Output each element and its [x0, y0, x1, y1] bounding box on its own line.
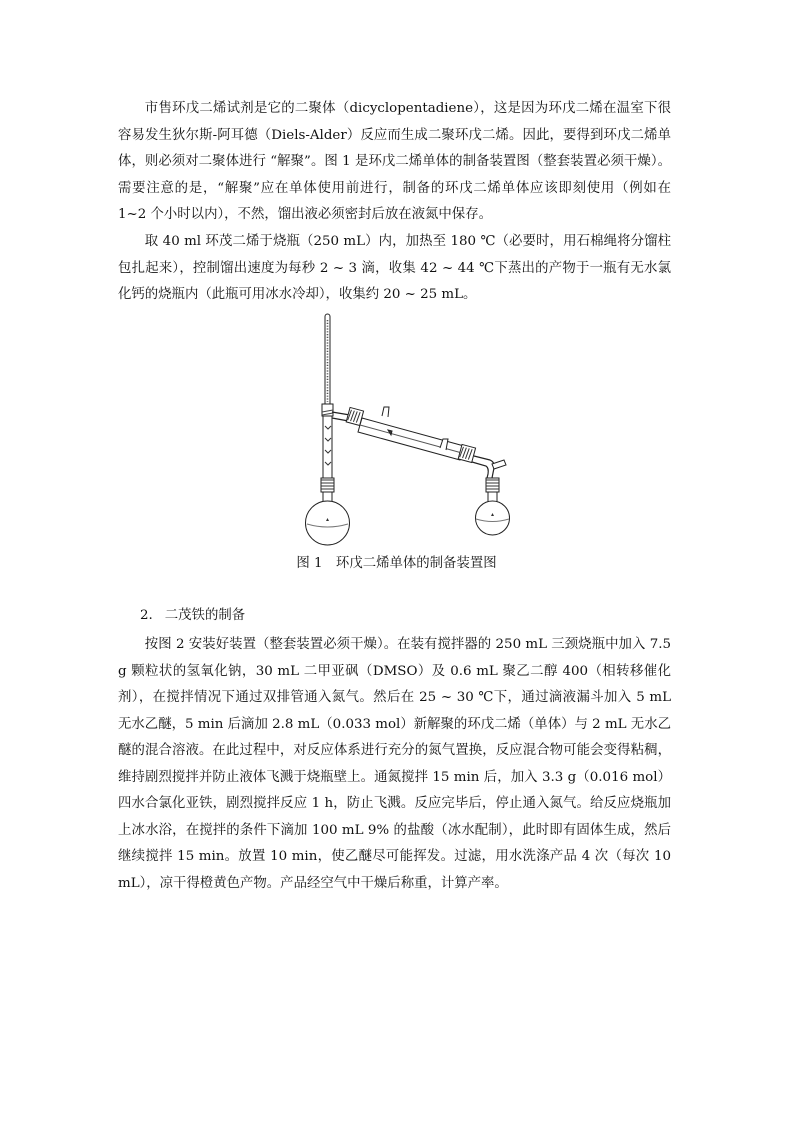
receiving-flask	[476, 501, 510, 535]
procedure-paragraph: 取 40 ml 环茂二烯于烧瓶（250 mL）内，加热至 180 ℃（必要时，用石棉绳将分馏柱包扎起来），控制馏出速度为每秒 2 ~ 3 滴，收集 42 ~ 44 ℃下蒸出的产物于一瓶有无水氯化钙的烧瓶内（此瓶可用冰水冷却），收集约 20 ~ 25 mL。	[118, 234, 671, 302]
section-heading	[140, 606, 245, 626]
intro-paragraph: 市售环戊二烯试剂是它的二聚体（dicyclopentadiene），这是因为环戊二烯在温室下很容易发生狄尔斯-阿耳德（Diels-Alder）反应而生成二聚环戊二烯。因此，要得到环戊二烯单体，则必须对二聚体进行 “解聚”。图 1 是环戊二烯单体的制备装置图（整套装置必须干燥）。需要注意的是，“解聚”应在单体使用前进行，制备的环戊二烯单体应该即刻使用（例如在 1~2 个小时以内），不然，馏出液必须密封后放在液氮中保存。	[118, 101, 671, 222]
figure-caption: 图 1 环戊二烯单体的制备装置图	[296, 556, 497, 571]
distilling-flask	[306, 501, 350, 545]
distillation-apparatus-diagram	[290, 308, 530, 550]
ferrocene-procedure-paragraph: 按图 2 安装好装置（整套装置必须干燥）。在装有搅拌器的 250 mL 三颈烧瓶中加入 7.5 g 颗粒状的氢氧化钠，30 mL 二甲亚砜（DMSO）及 0.6 mL 聚乙二醇 400（相转移催化剂），在搅拌情况下通过双排管通入氮气。然后在 25 ~ 30 ℃下，通过滴液漏斗加入 5 mL 无水乙醚，5 min 后滴加 2.8 mL（0.033 mol）新解聚的环戊二烯（单体）与 2 mL 无水乙醚的混合溶液。在此过程中，对反应体系进行充分的氮气置换，反应混合物可能会变得粘稠，维持剧烈搅拌并防止液体飞溅于烧瓶壁上。通氮搅拌 15 min 后，加入 3.3 g（0.016 mol）四水合氯化亚铁，剧烈搅拌反应 1 h，防止飞溅。反应完毕后，停止通入氮气。给反应烧瓶加上冰水浴，在搅拌的条件下滴加 100 mL 9% 的盐酸（冰水配制），此时即有固体生成，然后继续搅拌 15 min。放置 10 min，使乙醚尽可能挥发。过滤，用水洗涤产品 4 次（每次 10 mL），凉干得橙黄色产物。产品经空气中干燥后称重，计算产率。	[118, 637, 671, 891]
fractionating-column	[323, 416, 332, 478]
vacuum-adapter-nozzle	[492, 460, 506, 469]
section-title: 二茂铁的制备	[164, 608, 246, 623]
section-number: 2.	[140, 608, 153, 623]
distillation-apparatus-figure	[290, 308, 530, 550]
